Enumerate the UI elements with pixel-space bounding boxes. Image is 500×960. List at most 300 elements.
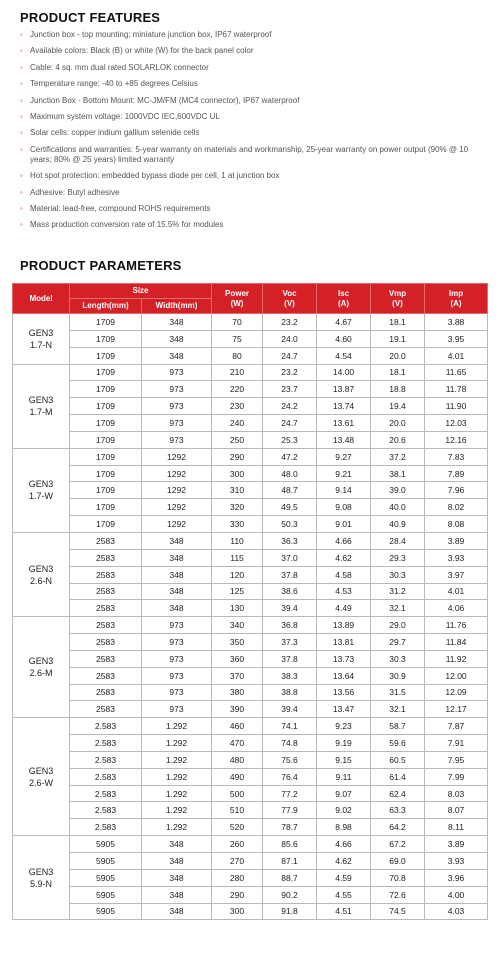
imp-cell: 12.03 [425, 415, 488, 432]
isc-cell: 13.81 [317, 634, 371, 651]
voc-cell: 24.7 [263, 347, 317, 364]
power-cell: 300 [212, 903, 263, 920]
width-cell: 973 [142, 415, 212, 432]
parameters-title: PRODUCT PARAMETERS [20, 258, 182, 273]
width-cell: 973 [142, 684, 212, 701]
voc-cell: 39.4 [263, 600, 317, 617]
model-cell: GEN3 2.6-N [13, 532, 70, 616]
width-cell: 973 [142, 701, 212, 718]
width-cell: 1292 [142, 465, 212, 482]
voc-cell: 25.3 [263, 431, 317, 448]
width-cell: 1292 [142, 482, 212, 499]
vmp-cell: 64.2 [371, 819, 425, 836]
imp-cell: 7.91 [425, 735, 488, 752]
length-cell: 2583 [70, 701, 142, 718]
isc-cell: 4.53 [317, 583, 371, 600]
length-cell: 2.583 [70, 819, 142, 836]
isc-cell: 9.07 [317, 785, 371, 802]
imp-cell: 12.17 [425, 701, 488, 718]
voc-cell: 90.2 [263, 886, 317, 903]
feature-item [20, 220, 485, 230]
vmp-cell: 69.0 [371, 853, 425, 870]
imp-cell: 11.90 [425, 398, 488, 415]
feature-item [20, 46, 485, 56]
power-cell: 330 [212, 516, 263, 533]
table-row [13, 634, 488, 651]
header-imp: Imp (A) [425, 284, 488, 314]
power-cell: 130 [212, 600, 263, 617]
vmp-cell: 32.1 [371, 600, 425, 617]
voc-cell: 37.8 [263, 566, 317, 583]
table-row [13, 431, 488, 448]
feature-item [20, 188, 485, 198]
length-cell: 1709 [70, 314, 142, 331]
voc-cell: 38.6 [263, 583, 317, 600]
table-row [13, 617, 488, 634]
table-row [13, 364, 488, 381]
header-width: Width(mm) [142, 299, 212, 314]
imp-cell: 7.83 [425, 448, 488, 465]
length-cell: 5905 [70, 903, 142, 920]
table-row [13, 482, 488, 499]
vmp-cell: 29.7 [371, 634, 425, 651]
model-cell: GEN3 1.7-W [13, 448, 70, 532]
length-cell: 2.583 [70, 785, 142, 802]
table-row [13, 650, 488, 667]
vmp-cell: 30.9 [371, 667, 425, 684]
voc-cell: 85.6 [263, 836, 317, 853]
voc-cell: 47.2 [263, 448, 317, 465]
power-cell: 310 [212, 482, 263, 499]
width-cell: 973 [142, 667, 212, 684]
length-cell: 1709 [70, 465, 142, 482]
vmp-cell: 19.4 [371, 398, 425, 415]
length-cell: 1709 [70, 482, 142, 499]
isc-cell: 13.48 [317, 431, 371, 448]
power-cell: 340 [212, 617, 263, 634]
imp-cell: 3.96 [425, 869, 488, 886]
bullet-icon: ◦ [20, 79, 23, 89]
feature-item [20, 30, 485, 40]
vmp-cell: 74.5 [371, 903, 425, 920]
table-row [13, 448, 488, 465]
power-cell: 470 [212, 735, 263, 752]
length-cell: 2.583 [70, 751, 142, 768]
voc-cell: 24.7 [263, 415, 317, 432]
table-row [13, 532, 488, 549]
power-cell: 290 [212, 886, 263, 903]
isc-cell: 13.87 [317, 381, 371, 398]
imp-cell: 3.89 [425, 836, 488, 853]
feature-text: Junction Box - Bottom Mount: MC-JM/FM (MC4 connector), IP67 waterproof [30, 95, 300, 105]
power-cell: 80 [212, 347, 263, 364]
table-row [13, 751, 488, 768]
isc-cell: 14.00 [317, 364, 371, 381]
imp-cell: 4.06 [425, 600, 488, 617]
voc-cell: 37.3 [263, 634, 317, 651]
voc-cell: 76.4 [263, 768, 317, 785]
width-cell: 348 [142, 347, 212, 364]
width-cell: 1.292 [142, 751, 212, 768]
voc-cell: 23.2 [263, 314, 317, 331]
table-row [13, 398, 488, 415]
bullet-icon: ◦ [20, 187, 23, 197]
width-cell: 1.292 [142, 735, 212, 752]
power-cell: 120 [212, 566, 263, 583]
power-cell: 320 [212, 499, 263, 516]
voc-cell: 88.7 [263, 869, 317, 886]
power-cell: 370 [212, 667, 263, 684]
voc-cell: 48.7 [263, 482, 317, 499]
table-row [13, 701, 488, 718]
feature-item [20, 112, 485, 122]
feature-text: Material: lead-free, compound ROHS requirements [30, 203, 211, 213]
imp-cell: 12.00 [425, 667, 488, 684]
feature-item [20, 145, 485, 165]
feature-item [20, 96, 485, 106]
imp-cell: 11.76 [425, 617, 488, 634]
table-body [13, 314, 488, 920]
vmp-cell: 59.6 [371, 735, 425, 752]
header-length: Length(mm) [70, 299, 142, 314]
isc-cell: 4.51 [317, 903, 371, 920]
length-cell: 2583 [70, 532, 142, 549]
table-row [13, 516, 488, 533]
table-row [13, 667, 488, 684]
imp-cell: 4.03 [425, 903, 488, 920]
features-title: PRODUCT FEATURES [20, 10, 161, 25]
imp-cell: 7.99 [425, 768, 488, 785]
power-cell: 520 [212, 819, 263, 836]
power-cell: 250 [212, 431, 263, 448]
isc-cell: 9.27 [317, 448, 371, 465]
width-cell: 1.292 [142, 718, 212, 735]
bullet-icon: ◦ [20, 62, 23, 72]
length-cell: 2.583 [70, 802, 142, 819]
power-cell: 270 [212, 853, 263, 870]
isc-cell: 9.08 [317, 499, 371, 516]
vmp-cell: 38.1 [371, 465, 425, 482]
power-cell: 500 [212, 785, 263, 802]
header-power: Power (W) [212, 284, 263, 314]
imp-cell: 8.03 [425, 785, 488, 802]
width-cell: 348 [142, 600, 212, 617]
imp-cell: 7.96 [425, 482, 488, 499]
vmp-cell: 70.8 [371, 869, 425, 886]
parameters-table [12, 283, 488, 920]
power-cell: 70 [212, 314, 263, 331]
power-cell: 220 [212, 381, 263, 398]
power-cell: 350 [212, 634, 263, 651]
table-row [13, 802, 488, 819]
length-cell: 2.583 [70, 718, 142, 735]
voc-cell: 49.5 [263, 499, 317, 516]
length-cell: 2583 [70, 600, 142, 617]
isc-cell: 9.21 [317, 465, 371, 482]
table-row [13, 465, 488, 482]
table-header [13, 284, 488, 314]
feature-text: Certifications and warranties: 5-year warranty on materials and workmanship, 25-year warranty on power output (90% @ 10 years; 80% @ 25 years) limited warranty [30, 144, 469, 164]
voc-cell: 74.1 [263, 718, 317, 735]
feature-text: Maximum system voltage: 1000VDC IEC,600VDC UL [30, 111, 220, 121]
vmp-cell: 31.5 [371, 684, 425, 701]
table-row [13, 583, 488, 600]
width-cell: 973 [142, 431, 212, 448]
width-cell: 348 [142, 903, 212, 920]
width-cell: 348 [142, 549, 212, 566]
length-cell: 1709 [70, 499, 142, 516]
length-cell: 2583 [70, 684, 142, 701]
width-cell: 348 [142, 869, 212, 886]
feature-item [20, 204, 485, 214]
isc-cell: 4.54 [317, 347, 371, 364]
voc-cell: 24.0 [263, 330, 317, 347]
voc-cell: 87.1 [263, 853, 317, 870]
width-cell: 348 [142, 836, 212, 853]
power-cell: 240 [212, 415, 263, 432]
table-row [13, 869, 488, 886]
isc-cell: 13.61 [317, 415, 371, 432]
table-row [13, 735, 488, 752]
voc-cell: 23.7 [263, 381, 317, 398]
vmp-cell: 30.3 [371, 566, 425, 583]
width-cell: 973 [142, 634, 212, 651]
bullet-icon: ◦ [20, 111, 23, 121]
table-row [13, 853, 488, 870]
table-row [13, 549, 488, 566]
power-cell: 490 [212, 768, 263, 785]
header-vmp: Vmp (V) [371, 284, 425, 314]
length-cell: 2583 [70, 566, 142, 583]
length-cell: 2.583 [70, 768, 142, 785]
model-cell: GEN3 5.9-N [13, 836, 70, 920]
voc-cell: 74.8 [263, 735, 317, 752]
model-cell: GEN3 1.7-M [13, 364, 70, 448]
table-row [13, 819, 488, 836]
vmp-cell: 32.1 [371, 701, 425, 718]
vmp-cell: 29.3 [371, 549, 425, 566]
vmp-cell: 18.8 [371, 381, 425, 398]
voc-cell: 37.8 [263, 650, 317, 667]
length-cell: 2583 [70, 583, 142, 600]
feature-text: Adhesive: Butyl adhesive [30, 187, 120, 197]
voc-cell: 91.8 [263, 903, 317, 920]
power-cell: 300 [212, 465, 263, 482]
power-cell: 115 [212, 549, 263, 566]
isc-cell: 13.64 [317, 667, 371, 684]
imp-cell: 11.65 [425, 364, 488, 381]
bullet-icon: ◦ [20, 144, 23, 154]
power-cell: 510 [212, 802, 263, 819]
voc-cell: 36.8 [263, 617, 317, 634]
imp-cell: 8.02 [425, 499, 488, 516]
features-list [20, 30, 485, 237]
width-cell: 1.292 [142, 768, 212, 785]
table-row [13, 836, 488, 853]
imp-cell: 11.78 [425, 381, 488, 398]
feature-text: Available colors: Black (B) or white (W) for the back panel color [30, 46, 254, 56]
isc-cell: 4.62 [317, 549, 371, 566]
imp-cell: 11.84 [425, 634, 488, 651]
voc-cell: 24.2 [263, 398, 317, 415]
isc-cell: 9.19 [317, 735, 371, 752]
header-isc: Isc (A) [317, 284, 371, 314]
table-row [13, 314, 488, 331]
width-cell: 1292 [142, 499, 212, 516]
table-row [13, 600, 488, 617]
isc-cell: 13.47 [317, 701, 371, 718]
feature-text: Cable: 4 sq. mm dual rated SOLARLOK connector [30, 62, 209, 72]
table-row [13, 330, 488, 347]
vmp-cell: 61.4 [371, 768, 425, 785]
width-cell: 348 [142, 853, 212, 870]
feature-text: Hot spot protection: embedded bypass diode per cell, 1 at junction box [30, 171, 280, 181]
model-cell: GEN3 1.7-N [13, 314, 70, 365]
vmp-cell: 20.6 [371, 431, 425, 448]
table-row [13, 347, 488, 364]
power-cell: 480 [212, 751, 263, 768]
bullet-icon: ◦ [20, 220, 23, 230]
isc-cell: 8.98 [317, 819, 371, 836]
length-cell: 5905 [70, 853, 142, 870]
length-cell: 5905 [70, 869, 142, 886]
vmp-cell: 18.1 [371, 314, 425, 331]
width-cell: 348 [142, 330, 212, 347]
table-row [13, 566, 488, 583]
length-cell: 1709 [70, 330, 142, 347]
vmp-cell: 20.0 [371, 347, 425, 364]
isc-cell: 4.67 [317, 314, 371, 331]
bullet-icon: ◦ [20, 46, 23, 56]
imp-cell: 7.95 [425, 751, 488, 768]
isc-cell: 13.56 [317, 684, 371, 701]
table-row [13, 684, 488, 701]
isc-cell: 4.60 [317, 330, 371, 347]
width-cell: 973 [142, 364, 212, 381]
isc-cell: 4.66 [317, 836, 371, 853]
isc-cell: 4.49 [317, 600, 371, 617]
vmp-cell: 19.1 [371, 330, 425, 347]
width-cell: 973 [142, 398, 212, 415]
bullet-icon: ◦ [20, 30, 23, 39]
width-cell: 1292 [142, 448, 212, 465]
table-row [13, 499, 488, 516]
voc-cell: 50.3 [263, 516, 317, 533]
imp-cell: 8.07 [425, 802, 488, 819]
isc-cell: 4.62 [317, 853, 371, 870]
voc-cell: 77.9 [263, 802, 317, 819]
length-cell: 2583 [70, 617, 142, 634]
vmp-cell: 37.2 [371, 448, 425, 465]
width-cell: 973 [142, 381, 212, 398]
voc-cell: 77.2 [263, 785, 317, 802]
vmp-cell: 31.2 [371, 583, 425, 600]
width-cell: 348 [142, 886, 212, 903]
bullet-icon: ◦ [20, 171, 23, 181]
length-cell: 1709 [70, 516, 142, 533]
width-cell: 973 [142, 617, 212, 634]
length-cell: 1709 [70, 347, 142, 364]
imp-cell: 3.95 [425, 330, 488, 347]
feature-item [20, 79, 485, 89]
isc-cell: 9.11 [317, 768, 371, 785]
table-row [13, 768, 488, 785]
table-row [13, 886, 488, 903]
vmp-cell: 72.6 [371, 886, 425, 903]
imp-cell: 3.97 [425, 566, 488, 583]
isc-cell: 13.74 [317, 398, 371, 415]
width-cell: 1.292 [142, 802, 212, 819]
isc-cell: 4.66 [317, 532, 371, 549]
length-cell: 2583 [70, 634, 142, 651]
imp-cell: 4.00 [425, 886, 488, 903]
vmp-cell: 40.9 [371, 516, 425, 533]
feature-item [20, 171, 485, 181]
length-cell: 1709 [70, 381, 142, 398]
vmp-cell: 60.5 [371, 751, 425, 768]
width-cell: 348 [142, 566, 212, 583]
header-size: Size [70, 284, 212, 299]
voc-cell: 48.0 [263, 465, 317, 482]
width-cell: 348 [142, 583, 212, 600]
imp-cell: 3.93 [425, 549, 488, 566]
feature-item [20, 63, 485, 73]
isc-cell: 4.59 [317, 869, 371, 886]
model-cell: GEN3 2.6-M [13, 617, 70, 718]
imp-cell: 3.93 [425, 853, 488, 870]
length-cell: 1709 [70, 415, 142, 432]
power-cell: 380 [212, 684, 263, 701]
feature-text: Temperature range: -40 to +85 degrees Celsius [30, 79, 198, 89]
voc-cell: 78.7 [263, 819, 317, 836]
width-cell: 348 [142, 532, 212, 549]
header-model: Model [13, 284, 70, 314]
length-cell: 2.583 [70, 735, 142, 752]
feature-text: Mass production conversion rate of 15.5% for modules [30, 220, 224, 230]
imp-cell: 12.09 [425, 684, 488, 701]
vmp-cell: 29.0 [371, 617, 425, 634]
voc-cell: 39.4 [263, 701, 317, 718]
imp-cell: 4.01 [425, 347, 488, 364]
table-row [13, 718, 488, 735]
imp-cell: 7.89 [425, 465, 488, 482]
width-cell: 1.292 [142, 819, 212, 836]
vmp-cell: 20.0 [371, 415, 425, 432]
power-cell: 230 [212, 398, 263, 415]
table-row [13, 903, 488, 920]
power-cell: 290 [212, 448, 263, 465]
feature-text: Junction box - top mounting: miniature junction box, IP67 waterproof [30, 30, 272, 39]
power-cell: 260 [212, 836, 263, 853]
voc-cell: 38.3 [263, 667, 317, 684]
table-row [13, 785, 488, 802]
length-cell: 1709 [70, 398, 142, 415]
table-row [13, 415, 488, 432]
isc-cell: 9.01 [317, 516, 371, 533]
power-cell: 390 [212, 701, 263, 718]
width-cell: 1292 [142, 516, 212, 533]
power-cell: 75 [212, 330, 263, 347]
imp-cell: 8.08 [425, 516, 488, 533]
vmp-cell: 40.0 [371, 499, 425, 516]
bullet-icon: ◦ [20, 128, 23, 138]
vmp-cell: 63.3 [371, 802, 425, 819]
length-cell: 2583 [70, 549, 142, 566]
power-cell: 110 [212, 532, 263, 549]
imp-cell: 11.92 [425, 650, 488, 667]
bullet-icon: ◦ [20, 203, 23, 213]
voc-cell: 37.0 [263, 549, 317, 566]
